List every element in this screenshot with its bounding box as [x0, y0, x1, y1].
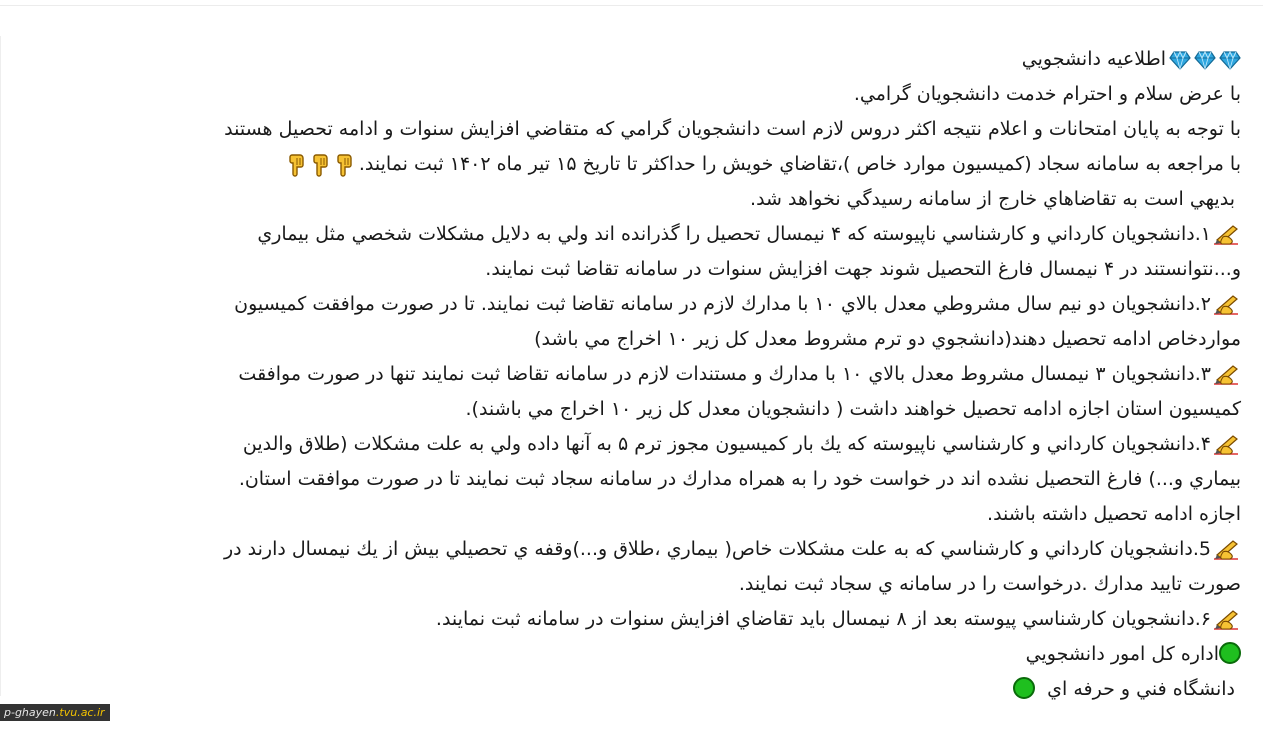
- backhand-index-pointing-down-icon: [287, 153, 309, 177]
- item-1-text-1: ۱.دانشجويان كارداني و كارشناسي ناپيوسته كه ۴ نيمسال تحصيل را گذرانده اند ولي به دلايل مشكلات شخصي مثل بيماري: [257, 223, 1211, 245]
- site-watermark: [0, 704, 110, 721]
- item-4-line-2: بيماري و...) فارغ التحصيل نشده اند در خواست خود را به همراه مدارك در سامانه سجاد ثبت نمايند تا در صورت موافقت استان.: [238, 468, 1241, 490]
- item-1-line-2: و...نتوانستند در ۴ نيمسال فارغ التحصيل شوند جهت افزايش سنوات در سامانه تقاضا ثبت نمايند.: [485, 258, 1241, 280]
- backhand-index-pointing-down-icon: [335, 153, 357, 177]
- signature-university: دانشگاه فني و حرفه اي: [1047, 678, 1235, 700]
- intro-line-2: [1, 147, 1241, 182]
- item-4-line-1: [1, 427, 1241, 462]
- backhand-index-pointing-down-icon: [311, 153, 333, 177]
- gem-stone-icon: [1194, 49, 1216, 71]
- item-4-line-3: اجازه ادامه تحصيل داشته باشند.: [987, 503, 1241, 525]
- signature-line-2: [1, 672, 1235, 707]
- gem-stone-icon: [1219, 49, 1241, 71]
- item-3-text-1: ۳.دانشجويان ۳ نيمسال مشروط معدل بالاي ۱۰ با مدارك و مستندات لازم در سامانه تقاضا ثبت نمايند تنها در صورت موافقت: [238, 363, 1211, 385]
- green-circle-icon: [1219, 642, 1241, 664]
- top-divider: [0, 5, 1263, 6]
- item-3-line-2: كميسيون استان اجازه ادامه تحصيل خواهند داشت ( دانشجويان معدل كل زير ۱۰ اخراج مي باشند).: [465, 398, 1241, 420]
- item-6-line-1: [1, 602, 1241, 637]
- note-line: بديهي است به تقاضاهاي خارج از سامانه رسيدگي نخواهد شد.: [750, 188, 1235, 210]
- item-6-text-1: ۶.دانشجويان كارشناسي پيوسته بعد از ۸ نيمسال بايد تقاضاي افزايش سنوات در سامانه ثبت نمايند.: [435, 608, 1211, 630]
- green-circle-icon: [1013, 677, 1035, 699]
- watermark-domain: .tvu.ac.ir: [55, 706, 105, 719]
- writing-hand-icon: [1211, 608, 1241, 632]
- writing-hand-icon: [1211, 223, 1241, 247]
- writing-hand-icon: [1211, 363, 1241, 387]
- gem-stone-icon: [1169, 49, 1191, 71]
- item-3-line-1: [1, 357, 1241, 392]
- writing-hand-icon: [1211, 538, 1241, 562]
- item-2-line-1: [1, 287, 1241, 322]
- item-2-text-1: ۲.دانشجويان دو نيم سال مشروطي معدل بالاي ۱۰ با مدارك لازم در سامانه تقاضا ثبت نمايند. تا در صورت موافقت كميسيون: [234, 293, 1211, 315]
- item-1-line-1: [1, 217, 1241, 252]
- item-4-text-1: ۴.دانشجويان كارداني و كارشناسي ناپيوسته كه يك بار كميسيون مجوز ترم ۵ به آنها داده ولي به علت مشكلات (طلاق والدين: [242, 433, 1211, 455]
- intro-line-1: با توجه به پايان امتحانات و اعلام نتيجه اكثر دروس لازم است دانشجويان گرامي كه متقاضي افزايش سنوات و ادامه تحصيل هستند: [224, 118, 1241, 140]
- watermark-prefix: p-ghayen: [4, 706, 56, 719]
- item-5-line-2: صورت تاييد مدارك .درخواست را در سامانه ي سجاد ثبت نمايند.: [738, 573, 1241, 595]
- item-5-text-1: 5.دانشجويان كارداني و كارشناسي كه به علت مشكلات خاص( بيماري ،طلاق و...)وقفه ي تحصيلي بيش از يك نيمسال دارند در: [223, 538, 1211, 560]
- announcement-post: [1, 42, 1241, 707]
- item-2-line-2: مواردخاص ادامه تحصيل دهند(دانشجوي دو ترم مشروط معدل كل زير ۱۰ اخراج مي باشد): [534, 328, 1241, 350]
- item-5-line-1: [1, 532, 1241, 567]
- announcement-title: اطلاعيه دانشجويي: [1021, 48, 1166, 70]
- signature-line-1: [1, 637, 1241, 672]
- signature-office: اداره كل امور دانشجويي: [1025, 643, 1219, 665]
- announcement-title-line: [1, 42, 1241, 77]
- writing-hand-icon: [1211, 433, 1241, 457]
- writing-hand-icon: [1211, 293, 1241, 317]
- greeting-line: با عرض سلام و احترام خدمت دانشجويان گرامي.: [853, 83, 1241, 105]
- intro-text-2: با مراجعه به سامانه سجاد (كميسيون موارد خاص )،تقاضاي خويش را حداكثر تا تاريخ ۱۵ تير ماه ۱۴۰۲ ثبت نمايند.: [358, 153, 1241, 175]
